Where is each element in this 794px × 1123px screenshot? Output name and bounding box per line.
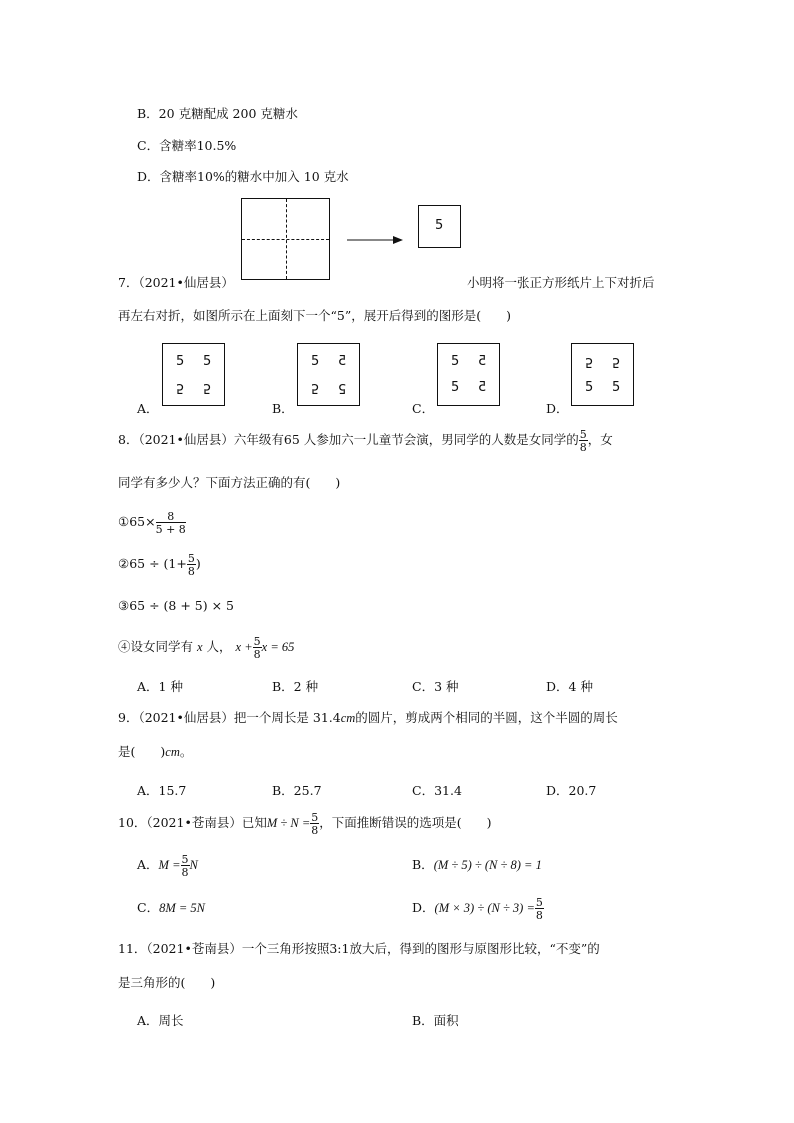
q8-option-a: A．1 种 [137,679,183,694]
fraction-5-8 [187,553,196,577]
numerator: 5 [253,634,261,648]
fraction-5-8 [253,636,262,660]
q7-option-b-figure [297,343,360,406]
q7-option-a-figure [162,343,225,406]
denominator: 8 [253,647,261,661]
option-expression: 8M = 5N [159,901,206,915]
arrow-right-icon [347,234,403,246]
q10-stem [118,808,492,838]
glyph-br: 5 [612,380,621,395]
horizontal-fold-line [242,239,329,240]
numerator: 5 [535,895,543,909]
q10-option-a [137,850,198,880]
q7-stem-start: 7．（2021•仙居县） [118,275,234,290]
glyph-tr: 5 [203,354,212,369]
denominator: 8 [181,865,189,879]
method-2-suffix: ) [195,556,201,571]
q9-option-d: D．20.7 [546,783,597,798]
option-expression: (M × 3) ÷ (N ÷ 3) = [434,901,535,915]
q9-stem-line2 [118,742,192,760]
q6-option-b: B．20 克糖配成 200 克糖水 [137,106,298,121]
numerator: 5 [181,852,189,866]
q10-option-c [137,898,205,918]
q10-stem-start: 10．（2021•苍南县）已知 [118,815,267,830]
numerator: 5 [187,551,195,565]
fraction-5-8 [579,429,588,453]
glyph-bl: 5 [585,380,594,395]
fraction-5-8 [310,812,319,836]
glyph-tr: 5 [478,354,487,369]
variable-x: x [197,640,203,654]
q7-option-b-label: B． [272,401,294,416]
q8-stem-tail: ，女 [587,432,613,447]
option-label: B． [412,857,434,872]
fraction-8-over-5plus8 [156,511,186,535]
q8-stem-line1 [118,426,613,454]
denominator: 8 [535,908,543,922]
equation-left: x + [235,640,253,654]
q11-stem-line2: 是三角形的( ) [118,975,216,990]
method-1-prefix: ①65× [118,514,156,529]
glyph-br: 5 [338,380,347,395]
q11-option-a: A．周长 [137,1013,184,1028]
q7-stem-line2: 再左右对折，如图所示在上面刻下一个“5”，展开后得到的图形是( ) [118,308,511,323]
q8-option-c: C．3 种 [412,679,459,694]
q8-stem-line2: 同学有多少人？下面方法正确的有( ) [118,475,341,490]
q7-stem-right: 小明将一张正方形纸片上下对折后 [467,275,655,290]
q8-stem-text: 8．（2021•仙居县）六年级有65 人参加六一儿童节会演，男同学的人数是女同学的 [118,432,579,447]
numerator: 8 [156,511,186,523]
q6-option-c: C．含糖率10.5% [137,138,237,153]
q8-option-b: B．2 种 [272,679,319,694]
q8-option-d: D．4 种 [546,679,593,694]
q10-expression: M ÷ N = [266,816,311,830]
q9-stem-part-a: 9．（2021•仙居县）把一个周长是 31.4 [118,710,341,725]
glyph-bl: 5 [311,380,320,395]
denominator: 8 [187,564,195,578]
fraction-5-8 [181,854,190,878]
q9-option-a: A．15.7 [137,783,187,798]
glyph-tl: 5 [451,354,460,369]
numerator: 5 [311,810,319,824]
glyph-tl: 5 [176,354,185,369]
glyph-tl: 5 [585,354,594,369]
q11-stem-line1: 11．（2021•苍南县）一个三角形按照3:1放大后，得到的图形与原图形比较，“不变”的 [118,941,600,956]
q9-stem-part-b: 的圆片，剪成两个相同的半圆，这个半圆的周长 [355,710,618,725]
denominator: 8 [579,440,587,454]
unit-cm: cm [340,711,356,725]
denominator: 5 + 8 [155,522,186,536]
glyph-br: 5 [478,380,487,395]
equation-right: x = 65 [261,640,295,654]
glyph-br: 5 [203,380,212,395]
option-expression: M = [158,858,181,872]
glyph-tr: 5 [338,354,347,369]
q11-option-b: B．面积 [412,1013,459,1028]
glyph-bl: 5 [451,380,460,395]
q7-option-d-figure [571,343,634,406]
q8-method-1 [118,508,186,536]
square-paper-figure [241,198,330,280]
q8-method-2 [118,550,201,578]
q9-option-b: B．25.7 [272,783,322,798]
glyph-bl: 5 [176,380,185,395]
method-4-mid: 人， [206,639,232,654]
glyph-tl: 5 [311,354,320,369]
q7-option-c-figure [437,343,500,406]
option-label: D． [412,900,435,915]
q10-stem-end: ，下面推断错误的选项是( ) [319,815,492,830]
option-expression-tail: N [189,858,198,872]
unit-cm: cm [165,745,180,759]
fraction-5-8 [535,897,544,921]
q10-option-b [412,855,542,875]
glyph-tr: 5 [612,354,621,369]
q9-stem-part-c: 是( ) [118,744,166,759]
q7-option-d-label: D． [546,401,569,416]
denominator: 8 [311,823,319,837]
q6-option-d: D．含糖率10%的糖水中加入 10 克水 [137,169,349,184]
fold-digit: 5 [435,218,444,233]
option-label: A． [137,857,159,872]
option-expression: (M ÷ 5) ÷ (N ÷ 8) = 1 [433,858,542,872]
q7-option-a-label: A． [137,401,159,416]
q8-method-3: ③65 ÷ (8 + 5) × 5 [118,598,234,613]
method-2-prefix: ②65 ÷ (1+ [118,556,187,571]
folded-square [418,205,461,248]
method-4-prefix: ④设女同学有 [118,639,194,654]
q8-method-4 [118,633,294,661]
q9-stem-line1 [118,708,618,726]
option-label: C． [137,900,160,915]
q9-option-c: C．31.4 [412,783,462,798]
q10-option-d [412,893,544,923]
q7-option-c-label: C． [412,401,435,416]
q9-stem-part-d: 。 [179,744,193,759]
numerator: 5 [579,427,587,441]
